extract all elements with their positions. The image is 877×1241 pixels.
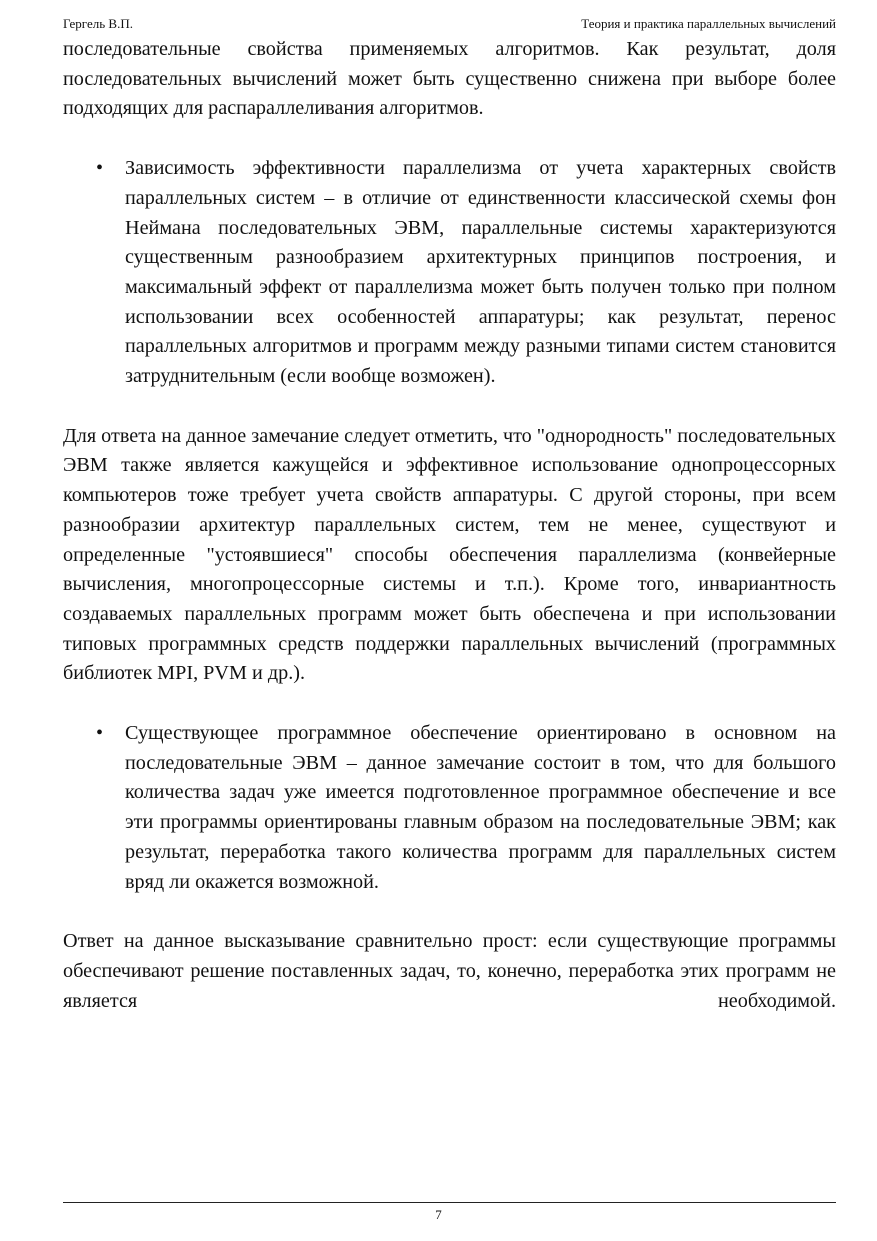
bullet-icon: • bbox=[96, 722, 104, 745]
paragraph-3: Ответ на данное высказывание сравнительно прост: если существующие программы обеспечивают решение поставленных задач, то, конечно, переработка этих программ не является необходимой. bbox=[63, 930, 836, 1012]
paragraph-gap bbox=[63, 689, 836, 719]
bullet-text-1: Зависимость эффективности параллелизма от учета характерных свойств параллельных систем – в отличие от единственности классической схемы фон Неймана последовательных ЭВМ, параллельные системы характеризуются существенным разнообразием архитектурных принципов построения, и максимальный эффект от параллелизма может быть получен только при полном использовании всех особенностей аппаратуры; как результат, перенос параллельных алгоритмов и программ между разными типами систем становится затруднительным (если вообще возможен). bbox=[125, 157, 836, 388]
page-number: 7 bbox=[435, 1207, 442, 1222]
bullet-text-2: Существующее программное обеспечение ориентировано в основном на последовательные ЭВМ – данное замечание состоит в том, что для большого количества задач уже имеется подготовленное программное обеспечение и все эти программы ориентированы главным образом на последовательные ЭВМ; как результат, переработка такого количества программ для параллельных систем вряд ли окажется возможной. bbox=[125, 722, 836, 893]
paragraph-gap bbox=[63, 392, 836, 422]
paragraph-1: последовательные свойства применяемых алгоритмов. Как результат, доля последовательных вычислений может быть существенно снижена при выборе более подходящих для распараллеливания алгоритмов. bbox=[63, 38, 836, 120]
paragraph-gap bbox=[63, 124, 836, 154]
footer-divider bbox=[63, 1202, 836, 1203]
bullet-item-2 bbox=[63, 719, 836, 897]
bullet-item-1 bbox=[63, 154, 836, 392]
header-author: Гергель В.П. bbox=[63, 16, 133, 31]
paragraph-2: Для ответа на данное замечание следует отметить, что "однородность" последовательных ЭВМ также является кажущейся и эффективное использование однопроцессорных компьютеров тоже требует учета свойств аппаратуры. С другой стороны, при всем разнообразии архитектур параллельных систем, тем не менее, существуют и определенные "устоявшиеся" способы обеспечения параллелизма (конвейерные вычисления, многопроцессорные системы и т.п.). Кроме того, инвариантность создаваемых параллельных программ может быть обеспечена и при использовании типовых программных средств поддержки параллельных вычислений (программных библиотек MPI, PVM и др.). bbox=[63, 424, 836, 685]
bullet-icon: • bbox=[96, 157, 104, 180]
header-book-title: Теория и практика параллельных вычислений bbox=[581, 16, 836, 31]
paragraph-gap bbox=[63, 897, 836, 927]
page-header bbox=[63, 14, 836, 34]
page-body bbox=[63, 35, 836, 1016]
